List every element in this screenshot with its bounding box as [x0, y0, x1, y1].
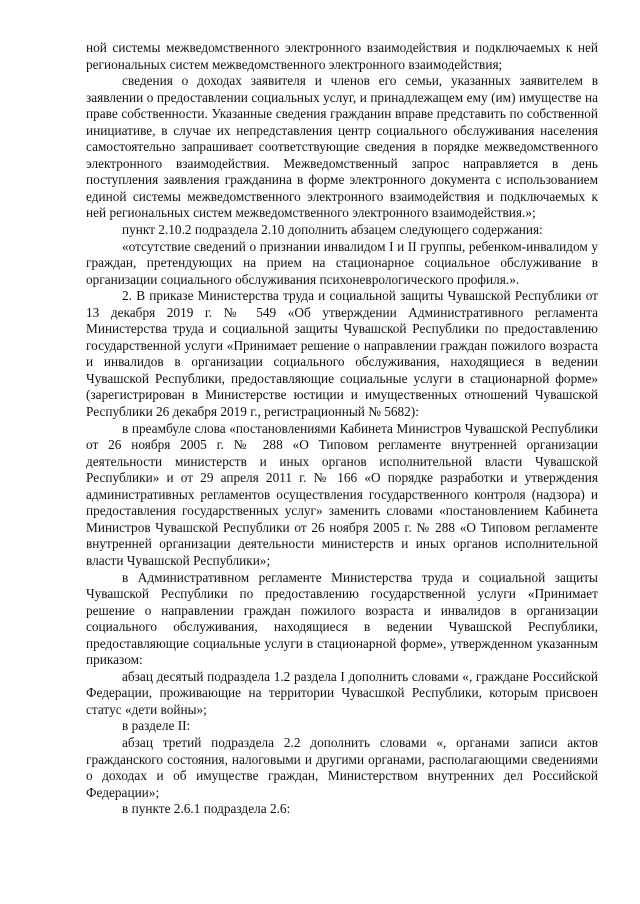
- paragraph: в Административном регламенте Министерства труда и социальной защиты Чувашской Республики по предоставлению государственной услуги «Принимает решение о направлении граждан пожилого возраста и инвалидов в организации социального обслуживания, находящиеся в ведении Чувашской Республики, предоставляющие социальные услуги в стационарной форме», утвержденном указанным приказом:: [86, 569, 598, 668]
- paragraph: ной системы межведомственного электронного взаимодействия и подключаемых к ней региональных систем межведомственного электронного взаимодействия;: [86, 40, 598, 72]
- paragraph: «отсутствие сведений о признании инвалидом I и II группы, ребенком-инвалидом у граждан, претендующих на прием на стационарное социальное обслуживание в организации социального обслуживания психоневрологического профиля.».: [86, 238, 598, 287]
- paragraph: 2. В приказе Министерства труда и социальной защиты Чувашской Республики от 13 декабря 2019 г. № 549 «Об утверждении Административного регламента Министерства труда и социальной защиты Чувашской Республики по предоставлению государственной услуги «Принимает решение о направлении граждан пожилого возраста и инвалидов в организации социального обслуживания, находящиеся в ведении Чувашской Республики, предоставляющие социальные услуги в стационарной форме» (зарегистрирован в Министерстве юстиции и имущественных отношений Чувашской Республики 26 декабря 2019 г., регистрационный № 5682):: [86, 288, 598, 420]
- document-page: [86, 40, 598, 818]
- paragraph: в разделе II:: [122, 718, 191, 734]
- paragraph: абзац третий подраздела 2.2 дополнить словами «, органами записи актов гражданского состояния, налоговыми и другими органами, располагающими сведениями о доходах и об имуществе граждан, Министерством внутренних дел Российской Федерации»;: [86, 734, 598, 800]
- paragraph: пункт 2.10.2 подраздела 2.10 дополнить абзацем следующего содержания:: [122, 222, 543, 238]
- paragraph: в преамбуле слова «постановлениями Кабинета Министров Чувашской Республики от 26 ноября 2005 г. № 288 «О Типовом регламенте внутренней организации деятельности министерств и иных органов исполнительной власти Чувашской Республики» и от 29 апреля 2011 г. № 166 «О порядке разработки и утверждения административных регламентов осуществления государственного контроля (надзора) и предоставления государственных услуг» заменить словами «постановлением Кабинета Министров Чувашской Республики от 26 ноября 2005 г. № 288 «О Типовом регламенте внутренней организации деятельности министерств и иных органов исполнительной власти Чувашской Республики»;: [86, 420, 598, 568]
- paragraph: абзац десятый подраздела 1.2 раздела I дополнить словами «, граждане Российской Федерации, проживающие на территории Чувасшкой Республики, которым присвоен статус «дети войны»;: [86, 668, 598, 717]
- paragraph: сведения о доходах заявителя и членов его семьи, указанных заявителем в заявлении о предоставлении социальных услуг, и принадлежащем ему (им) имуществе на праве собственности. Указанные сведения гражданин вправе представить по собственной инициативе, в случае их непредставления центр социального обслуживания населения самостоятельно запрашивает соответствующие сведения в порядке межведомственного электронного взаимодействия. Межведомственный запрос направляется в день поступления заявления гражданина в форме электронного документа с использованием единой системы межведомственного электронного взаимодействия и подключаемых к ней региональных систем межведомственного электронного взаимодействия.»;: [86, 73, 598, 221]
- paragraph: в пункте 2.6.1 подраздела 2.6:: [122, 801, 291, 817]
